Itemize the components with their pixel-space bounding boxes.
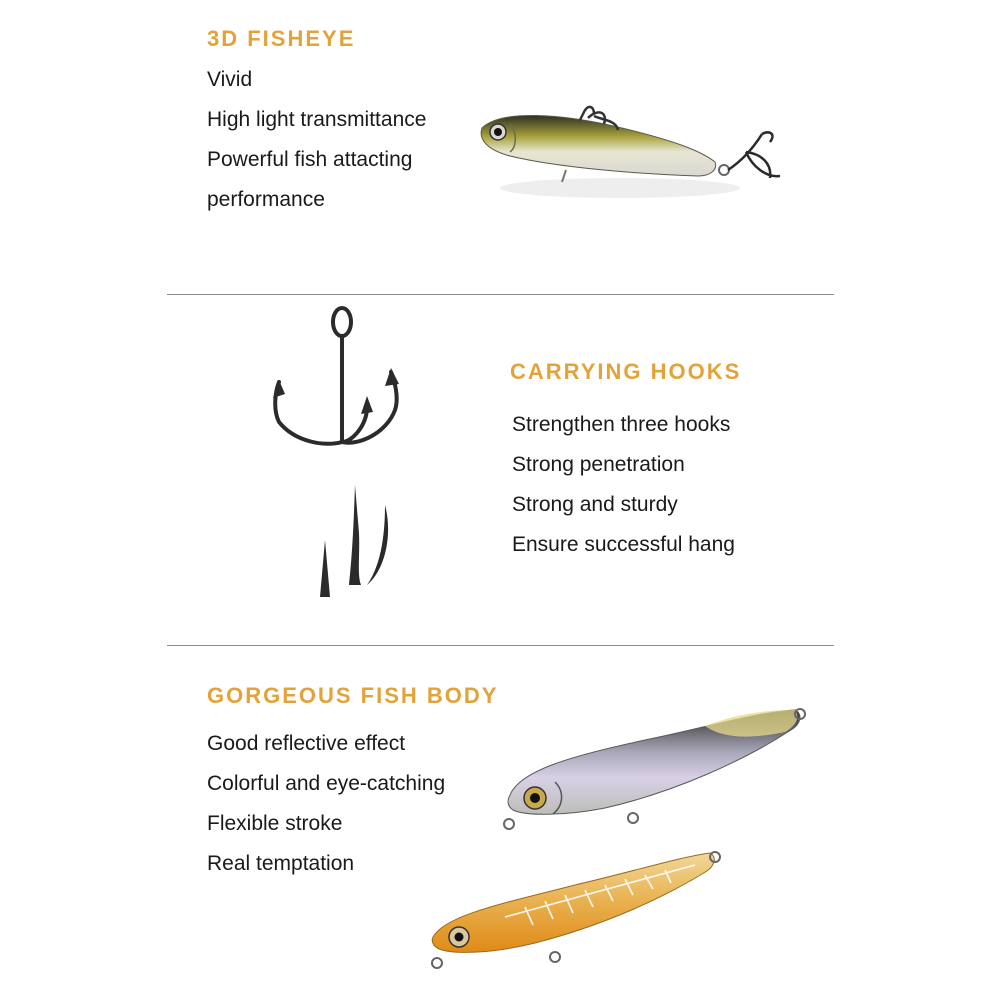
section-title-carrying-hooks: CARRYING HOOKS bbox=[510, 359, 742, 384]
feature-text: Ensure successful hang bbox=[512, 533, 735, 556]
feature-text: Good reflective effect bbox=[207, 732, 406, 755]
feature-text: performance bbox=[207, 188, 325, 211]
lure-fisheye-image bbox=[470, 90, 800, 220]
lure-orange-image bbox=[425, 845, 730, 970]
feature-text: Strong and sturdy bbox=[512, 493, 678, 516]
section-title-3d-fisheye: 3D FISHEYE bbox=[207, 26, 356, 51]
feature-text: Vivid bbox=[207, 68, 253, 91]
feature-text: Real temptation bbox=[207, 852, 355, 875]
feature-text: Flexible stroke bbox=[207, 812, 343, 835]
hook-points-image bbox=[315, 485, 395, 600]
lure-silver-image bbox=[495, 700, 815, 835]
treble-hook-image bbox=[265, 302, 415, 462]
section-title-gorgeous-fish-body: GORGEOUS FISH BODY bbox=[207, 683, 499, 708]
section-divider bbox=[167, 294, 834, 295]
feature-text: Powerful fish attacting bbox=[207, 148, 413, 171]
section-divider bbox=[167, 645, 834, 646]
feature-text: High light transmittance bbox=[207, 108, 427, 131]
feature-text: Strengthen three hooks bbox=[512, 413, 731, 436]
feature-text: Strong penetration bbox=[512, 453, 685, 476]
feature-text: Colorful and eye-catching bbox=[207, 772, 446, 795]
